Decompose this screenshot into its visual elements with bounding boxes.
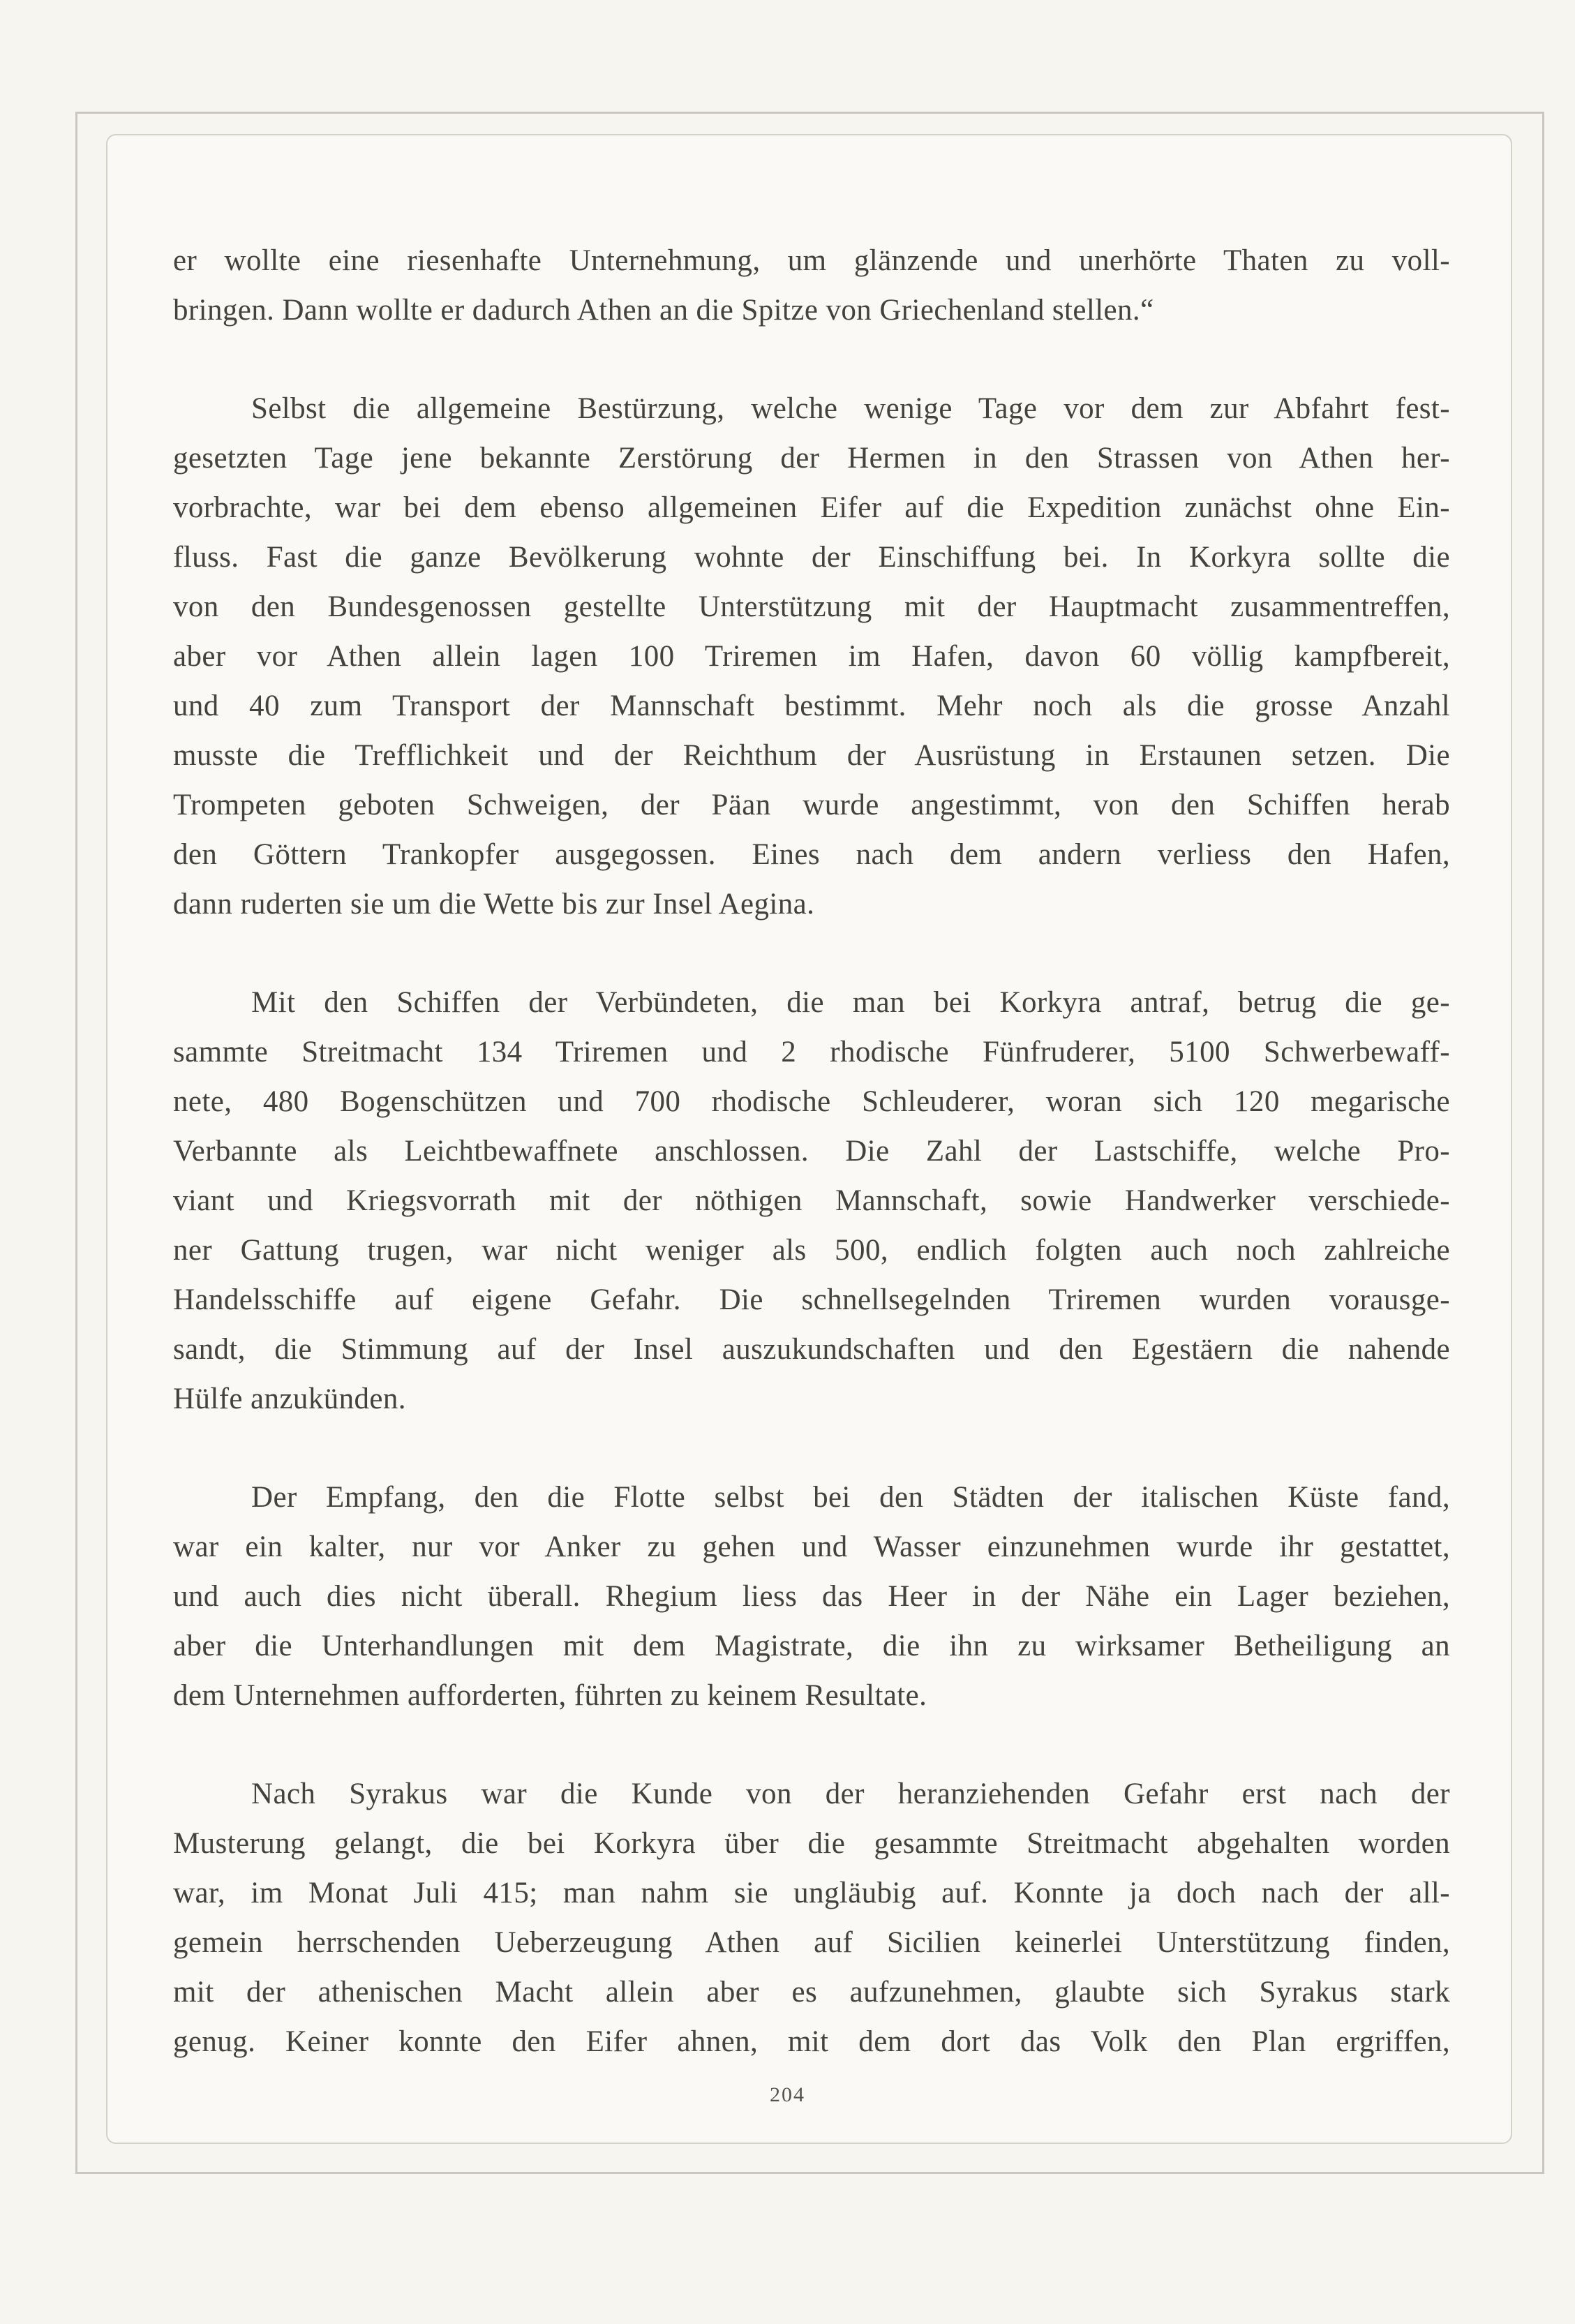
text-line: Selbst die allgemeine Bestürzung, welche wenige Tage vor dem zur Abfahrt fest- xyxy=(251,392,1450,425)
text-line: er wollte eine riesenhafte Unternehmung, um glänzende und unerhörte Thaten zu voll- xyxy=(173,244,1450,277)
page-number: 204 xyxy=(770,2083,805,2106)
text-line: viant und Kriegsvorrath mit der nöthigen Mannschaft, sowie Handwerker verschiede- xyxy=(173,1184,1450,1217)
text-line: Der Empfang, den die Flotte selbst bei den Städten der italischen Küste fand, xyxy=(251,1481,1450,1514)
paragraph xyxy=(173,1473,1450,1720)
text-line: Verbannte als Leichtbewaffnete anschlossen. Die Zahl der Lastschiffe, welche Pro- xyxy=(173,1135,1450,1168)
text-line: Musterung gelangt, die bei Korkyra über die gesammte Streitmacht abgehalten worden xyxy=(173,1827,1450,1860)
text-line: mit der athenischen Macht allein aber es aufzunehmen, glaubte sich Syrakus stark xyxy=(173,1976,1450,2009)
text-line: genug. Keiner konnte den Eifer ahnen, mit dem dort das Volk den Plan ergriffen, xyxy=(173,2025,1450,2058)
text-line: und auch dies nicht überall. Rhegium liess das Heer in der Nähe ein Lager beziehen, xyxy=(173,1580,1450,1613)
text-line: Nach Syrakus war die Kunde von der heranziehenden Gefahr erst nach der xyxy=(251,1778,1450,1810)
paragraph xyxy=(173,384,1450,929)
paragraph xyxy=(173,236,1450,335)
text-line: ner Gattung trugen, war nicht weniger als 500, endlich folgten auch noch zahlreiche xyxy=(173,1234,1450,1267)
text-line: sandt, die Stimmung auf der Insel auszukundschaften und den Egestäern die nahende xyxy=(173,1333,1450,1366)
text-line: aber vor Athen allein lagen 100 Triremen im Hafen, davon 60 völlig kampfbereit, xyxy=(173,640,1450,673)
text-line: war ein kalter, nur vor Anker zu gehen und Wasser einzunehmen wurde ihr gestattet, xyxy=(173,1530,1450,1563)
text-line: Trompeten geboten Schweigen, der Päan wurde angestimmt, von den Schiffen herab xyxy=(173,789,1450,821)
text-line: gemein herrschenden Ueberzeugung Athen auf Sicilien keinerlei Unterstützung finden, xyxy=(173,1926,1450,1959)
text-line: dann ruderten sie um die Wette bis zur Insel Aegina. xyxy=(173,888,815,921)
text-line: sammte Streitmacht 134 Triremen und 2 rhodische Fünfruderer, 5100 Schwerbewaff- xyxy=(173,1036,1450,1068)
text-line: vorbrachte, war bei dem ebenso allgemeinen Eifer auf die Expedition zunächst ohne Ein- xyxy=(173,491,1450,524)
text-line: Hülfe anzukünden. xyxy=(173,1383,406,1415)
text-line: gesetzten Tage jene bekannte Zerstörung der Hermen in den Strassen von Athen her- xyxy=(173,442,1450,475)
text-line: bringen. Dann wollte er dadurch Athen an die Spitze von Griechenland stellen.“ xyxy=(173,294,1154,327)
text-line: den Göttern Trankopfer ausgegossen. Eines nach dem andern verliess den Hafen, xyxy=(173,838,1450,871)
text-line: von den Bundesgenossen gestellte Unterstützung mit der Hauptmacht zusammentreffen, xyxy=(173,590,1450,623)
body-text xyxy=(173,236,1450,2115)
text-line: fluss. Fast die ganze Bevölkerung wohnte der Einschiffung bei. In Korkyra sollte die xyxy=(173,541,1450,574)
text-line: war, im Monat Juli 415; man nahm sie ungläubig auf. Konnte ja doch nach der all- xyxy=(173,1877,1450,1909)
text-line: Mit den Schiffen der Verbündeten, die man bei Korkyra antraf, betrug die ge- xyxy=(251,986,1450,1019)
text-line: aber die Unterhandlungen mit dem Magistrate, die ihn zu wirksamer Betheiligung an xyxy=(173,1630,1450,1662)
text-line: dem Unternehmen aufforderten, führten zu keinem Resultate. xyxy=(173,1679,927,1712)
text-line: nete, 480 Bogenschützen und 700 rhodische Schleuderer, woran sich 120 megarische xyxy=(173,1085,1450,1118)
text-line: und 40 zum Transport der Mannschaft bestimmt. Mehr noch als die grosse Anzahl xyxy=(173,690,1450,722)
paragraph xyxy=(173,978,1450,1424)
text-line: Handelsschiffe auf eigene Gefahr. Die schnellsegelnden Triremen wurden vorausge- xyxy=(173,1283,1450,1316)
text-line: musste die Trefflichkeit und der Reichthum der Ausrüstung in Erstaunen setzen. Die xyxy=(173,739,1450,772)
paragraph xyxy=(173,1769,1450,2066)
